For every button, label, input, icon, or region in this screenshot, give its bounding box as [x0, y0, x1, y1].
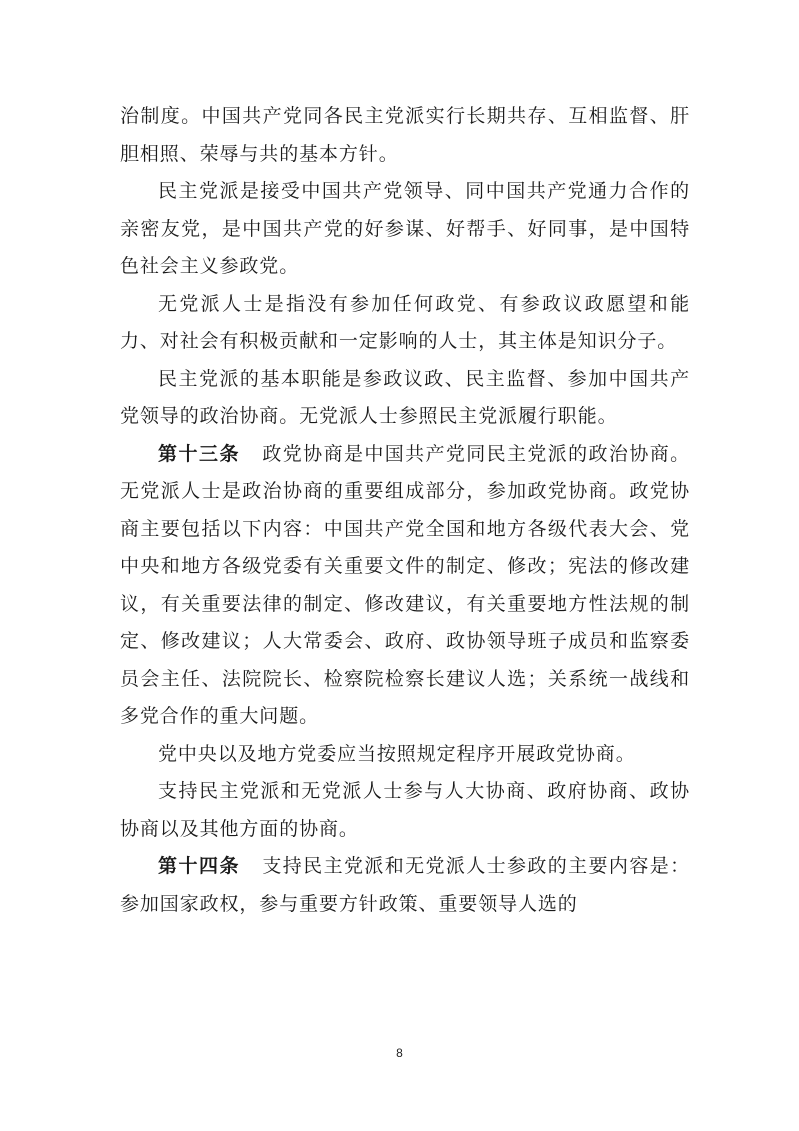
paragraph-other-consultation [120, 773, 690, 848]
article-14 [120, 848, 690, 923]
article-14-label: 第十四条 [158, 855, 240, 877]
article-13-text: 政党协商是中国共产党同民主党派的政治协商。无党派人士是政治协商的重要组成部分，参加政党协商。政党协商主要包括以下内容：中国共产党全国和地方各级代表大会、党中央和地方各级党委有关重要文件的制定、修改；宪法的修改建议，有关重要法律的制定、修改建议，有关重要地方性法规的制定、修改建议；人大常委会、政府、政协领导班子成员和监察委员会主任、法院院长、检察院检察长建议人选；关系统一战线和多党合作的重大问题。 [120, 442, 690, 727]
page-number: 8 [396, 1046, 403, 1060]
article-13-label: 第十三条 [158, 442, 240, 465]
paragraph-democratic-parties [120, 173, 690, 286]
paragraph-text: 治制度。中国共产党同各民主党派实行长期共存、互相监督、肝胆相照、荣辱与共的基本方针。 [120, 105, 690, 165]
paragraph-basic-functions [120, 361, 690, 436]
article-14-text: 支持民主党派和无党派人士参政的主要内容是：参加国家政权，参与重要方针政策、重要领导人选的 [120, 855, 690, 915]
paragraph-non-party-personages [120, 286, 690, 361]
paragraph-party-consultation [120, 736, 690, 774]
document-body [120, 98, 690, 923]
paragraph-text: 民主党派是接受中国共产党领导、同中国共产党通力合作的亲密友党，是中国共产党的好参谋、好帮手、好同事，是中国特色社会主义参政党。 [120, 180, 690, 277]
article-13 [120, 436, 690, 736]
paragraph-text: 党中央以及地方党委应当按照规定程序开展政党协商。 [158, 742, 636, 765]
paragraph-text: 支持民主党派和无党派人士参与人大协商、政府协商、政协协商以及其他方面的协商。 [120, 780, 690, 840]
paragraph-text: 民主党派的基本职能是参政议政、民主监督、参加中国共产党领导的政治协商。无党派人士参照民主党派履行职能。 [120, 367, 690, 427]
paragraph-text: 无党派人士是指没有参加任何政党、有参政议政愿望和能力、对社会有积极贡献和一定影响的人士，其主体是知识分子。 [120, 292, 690, 352]
paragraph-continuation [120, 98, 690, 173]
